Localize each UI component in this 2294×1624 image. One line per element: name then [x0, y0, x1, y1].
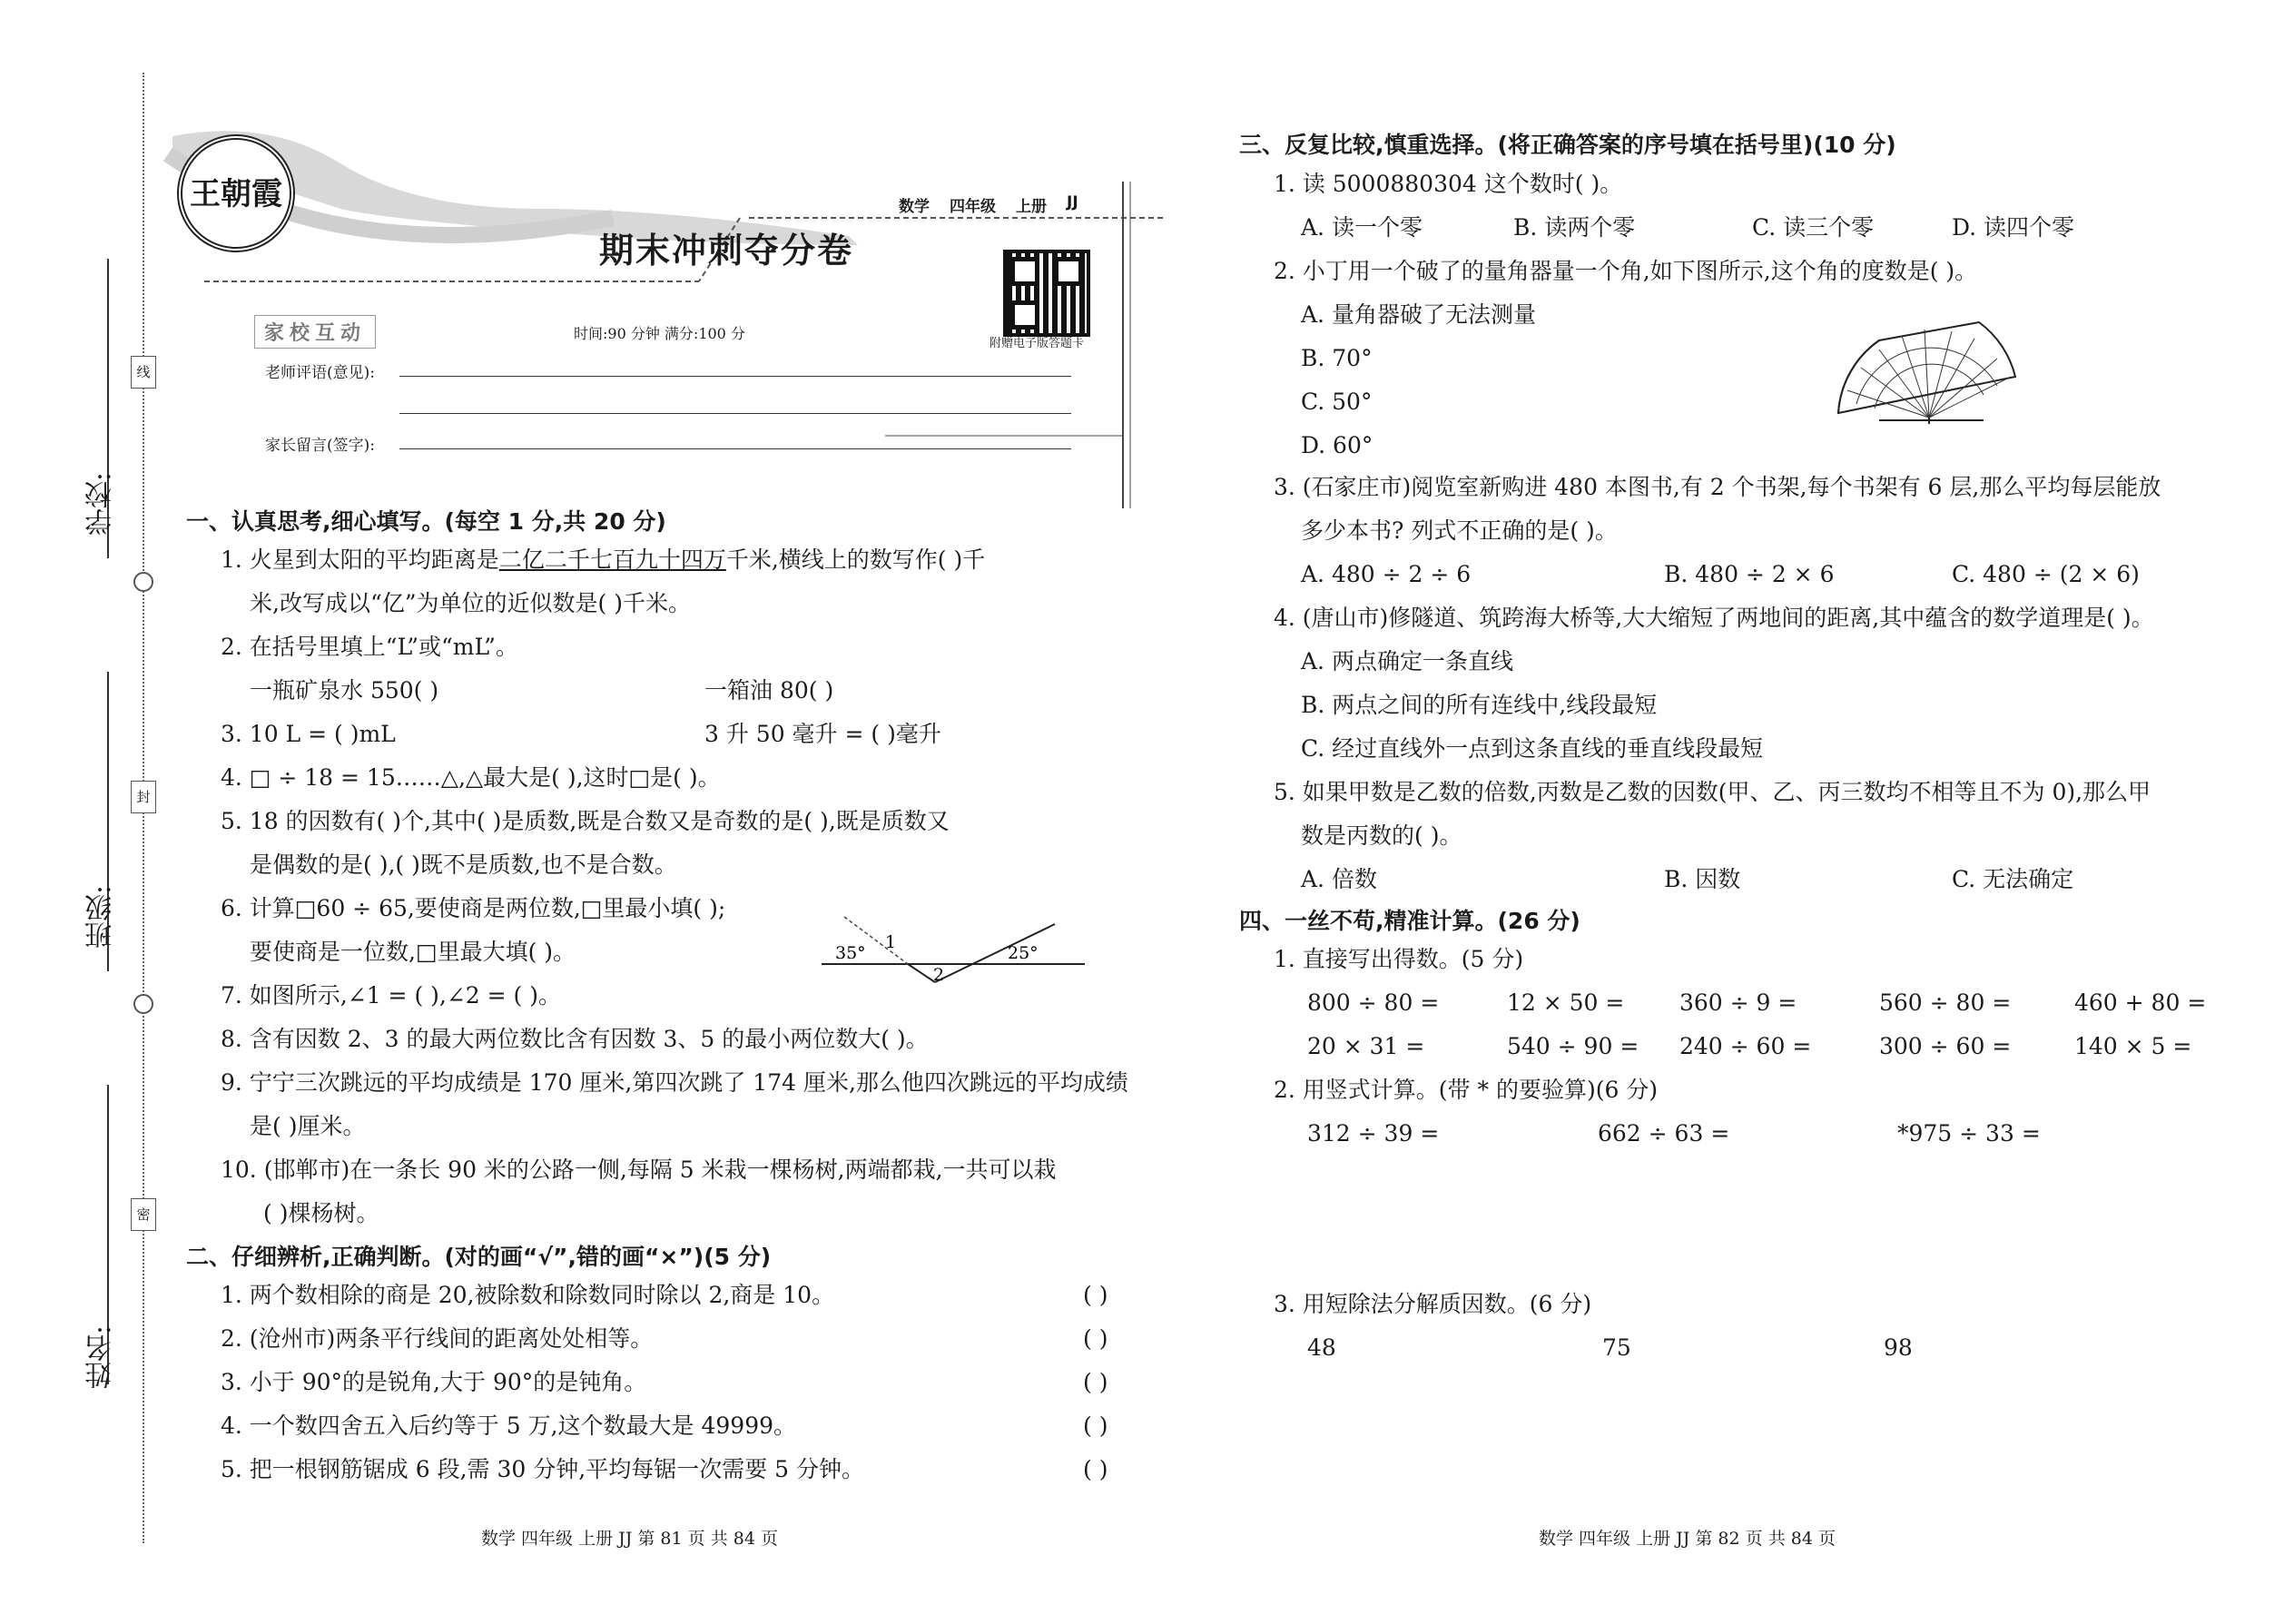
tag-edition: JJ: [1067, 193, 1078, 212]
teacher-comment-line: [399, 413, 1071, 414]
factor-number: 98: [1884, 1334, 1913, 1361]
oral-calc-item: 360 ÷ 9 =: [1679, 989, 1797, 1016]
oral-calc-item: 20 × 31 =: [1307, 1033, 1425, 1059]
judgment-answer-box[interactable]: ( ): [1083, 1325, 1108, 1352]
binding-hole-mark: [133, 994, 153, 1014]
q1-underlined-number: 二亿二千七百九十四万: [498, 546, 726, 573]
choice-q3-line-1: 3. (石家庄市)阅览室新购进 480 本图书,有 2 个书架,每个书架有 6 层,那么平均每层能放: [1274, 474, 2161, 500]
question-9-line-1: 9. 宁宁三次跳远的平均成绩是 170 厘米,第四次跳了 174 厘米,那么他四次跳远的平均成绩: [221, 1069, 1128, 1096]
school-label: 学校:: [85, 472, 117, 536]
question-6-line-2: 要使商是一位数,□里最大填( )。: [250, 939, 576, 965]
binding-mark-mi: 密: [131, 1198, 156, 1231]
choice-q5-line-1: 5. 如果甲数是乙数的倍数,丙数是乙数的因数(甲、乙、丙三数均不相等且不为 0),那么甲: [1274, 779, 2151, 805]
section1-title: 一、认真思考,细心填写。(每空 1 分,共 20 分): [186, 508, 666, 535]
class-label: 班级:: [85, 885, 117, 950]
jiaxiao-badge: 家校互动: [254, 315, 376, 349]
question-6-line-1: 6. 计算□60 ÷ 65,要使商是两位数,□里最小填( );: [221, 895, 726, 921]
judgment-answer-box[interactable]: ( ): [1083, 1369, 1108, 1395]
tag-volume: 上册: [1016, 198, 1047, 216]
judgment-item: 4. 一个数四舍五入后约等于 5 万,这个数最大是 49999。: [221, 1412, 797, 1439]
vertical-calc-item: *975 ÷ 33 =: [1897, 1120, 2041, 1147]
section3-title: 三、反复比较,慎重选择。(将正确答案的序号填在括号里)(10 分): [1239, 132, 1896, 158]
oral-calc-item: 560 ÷ 80 =: [1879, 989, 2012, 1016]
vertical-calc-item: 312 ÷ 39 =: [1307, 1120, 1440, 1147]
choice-q4-option: B. 两点之间的所有连线中,线段最短: [1301, 692, 1658, 718]
oral-calc-item: 460 + 80 =: [2074, 989, 2207, 1016]
question-10-line-1: 10. (邯郸市)在一条长 90 米的公路一侧,每隔 5 米栽一棵杨树,两端都栽,一共可以栽: [221, 1156, 1057, 1183]
question-1-line-1: [221, 545, 985, 576]
choice-q3-option: B. 480 ÷ 2 × 6: [1664, 561, 1835, 587]
choice-q2-option: C. 50°: [1301, 389, 1373, 415]
question-9-line-2: 是( )厘米。: [250, 1113, 366, 1139]
teacher-comment-label: 老师评语(意见):: [265, 364, 375, 382]
choice-q4: 4. (唐山市)修隧道、筑跨海大桥等,大大缩短了两地间的距离,其中蕴含的数学道理是( )。: [1274, 605, 2154, 631]
question-7: 7. 如图所示,∠1 = ( ),∠2 = ( )。: [221, 982, 561, 1009]
fig-label-angle1: 1: [885, 932, 897, 952]
subject-tags: [899, 193, 1078, 216]
brand-logo: [177, 134, 295, 252]
question-5-line-2: 是偶数的是( ),( )既不是质数,也不是合数。: [250, 851, 677, 878]
calc-part-2: 2. 用竖式计算。(带 * 的要验算)(6 分): [1274, 1077, 1659, 1103]
choice-q3-option: A. 480 ÷ 2 ÷ 6: [1301, 561, 1472, 587]
binding-mark-feng: 封: [131, 781, 156, 813]
question-3b: 3 升 50 毫升 = ( )毫升: [704, 721, 941, 747]
choice-q4-option: A. 两点确定一条直线: [1301, 648, 1513, 674]
judgment-answer-box[interactable]: ( ): [1083, 1456, 1108, 1482]
question-5-line-1: 5. 18 的因数有( )个,其中( )是质数,既是合数又是奇数的是( ),既是质数又: [221, 808, 950, 834]
question-10-line-2: ( )棵杨树。: [263, 1200, 379, 1226]
choice-q2-option: A. 量角器破了无法测量: [1301, 301, 1536, 328]
fig-label-angle2: 2: [933, 965, 945, 985]
fig-label-25: 25°: [1008, 943, 1039, 963]
choice-q4-option: C. 经过直线外一点到这条直线的垂直线段最短: [1301, 735, 1764, 762]
choice-q3-line-2: 多少本书? 列式不正确的是( )。: [1301, 517, 1618, 544]
footer-right: 数学 四年级 上册 JJ 第 82 页 共 84 页: [1539, 1529, 1836, 1549]
qr-code: [1003, 250, 1090, 337]
angle-figure: [817, 908, 1089, 989]
footer-left: 数学 四年级 上册 JJ 第 81 页 共 84 页: [481, 1529, 778, 1549]
binding-mark-xian: 线: [131, 356, 156, 389]
judgment-item: 3. 小于 90°的是锐角,大于 90°的是钝角。: [221, 1369, 647, 1395]
teacher-comment-line: [399, 376, 1071, 377]
binding-hole-mark: [133, 572, 153, 592]
question-4: 4. □ ÷ 18 = 15……△,△最大是( ),这时□是( )。: [221, 764, 721, 791]
judgment-item: 2. (沧州市)两条平行线间的距离处处相等。: [221, 1325, 654, 1352]
vertical-calc-item: 662 ÷ 63 =: [1598, 1120, 1730, 1147]
oral-calc-item: 140 × 5 =: [2074, 1033, 2192, 1059]
tag-grade: 四年级: [950, 198, 996, 216]
section2-title: 二、仔细辨析,正确判断。(对的画“√”,错的画“×”)(5 分): [186, 1244, 772, 1270]
choice-q1-option: B. 读两个零: [1513, 214, 1636, 241]
fig-label-35: 35°: [835, 943, 866, 963]
tag-subject: 数学: [899, 198, 930, 216]
question-2b: 一箱油 80( ): [704, 677, 834, 704]
question-8: 8. 含有因数 2、3 的最大两位数比含有因数 3、5 的最小两位数大( )。: [221, 1026, 929, 1052]
oral-calc-item: 240 ÷ 60 =: [1679, 1033, 1812, 1059]
choice-q3-option: C. 480 ÷ (2 × 6): [1952, 561, 2140, 587]
oral-calc-item: 300 ÷ 60 =: [1879, 1033, 2012, 1059]
choice-q2-option: D. 60°: [1301, 432, 1373, 458]
factor-number: 48: [1307, 1334, 1336, 1361]
oral-calc-item: 800 ÷ 80 =: [1307, 989, 1440, 1016]
parent-comment-line: [399, 448, 1071, 449]
q1-text-cont: 千米,横线上的数写作( )千: [725, 546, 986, 573]
choice-q5-option: A. 倍数: [1301, 866, 1377, 892]
section4-title: 四、一丝不苟,精准计算。(26 分): [1239, 908, 1580, 934]
time-info: 时间:90 分钟 满分:100 分: [574, 325, 745, 342]
page-title: 期末冲刺夺分卷: [599, 230, 854, 271]
parent-comment-label: 家长留言(签字):: [265, 437, 375, 455]
logo-text: 王朝霞: [190, 176, 282, 212]
choice-q1-option: D. 读四个零: [1952, 214, 2075, 241]
oral-calc-item: 540 ÷ 90 =: [1507, 1033, 1639, 1059]
choice-q1-option: C. 读三个零: [1752, 214, 1875, 241]
question-3a: 3. 10 L = ( )mL: [221, 721, 396, 747]
calc-part-3: 3. 用短除法分解质因数。(6 分): [1274, 1291, 1592, 1317]
choice-q1: 1. 读 5000880304 这个数时( )。: [1274, 171, 1623, 197]
question-2a: 一瓶矿泉水 550( ): [250, 677, 439, 704]
judgment-item: 5. 把一根钢筋锯成 6 段,需 30 分钟,平均每锯一次需要 5 分钟。: [221, 1456, 864, 1482]
judgment-item: 1. 两个数相除的商是 20,被除数和除数同时除以 2,商是 10。: [221, 1282, 835, 1308]
judgment-answer-box[interactable]: ( ): [1083, 1412, 1108, 1439]
question-1-line-2: 米,改写成以“亿”为单位的近似数是( )千米。: [250, 590, 691, 616]
choice-q5-option: C. 无法确定: [1952, 866, 2074, 892]
judgment-answer-box[interactable]: ( ): [1083, 1282, 1108, 1308]
choice-q2-option: B. 70°: [1301, 345, 1373, 371]
factor-number: 75: [1602, 1334, 1631, 1361]
name-label: 姓名:: [85, 1325, 117, 1390]
choice-q2: 2. 小丁用一个破了的量角器量一个角,如下图所示,这个角的度数是( )。: [1274, 258, 1978, 284]
question-2: 2. 在括号里填上“L”或“mL”。: [221, 634, 518, 660]
oral-calc-item: 12 × 50 =: [1507, 989, 1625, 1016]
choice-q5-option: B. 因数: [1664, 866, 1741, 892]
q1-text: 1. 火星到太阳的平均距离是: [221, 546, 499, 573]
qr-caption: 附赠电子版答题卡: [989, 337, 1085, 350]
calc-part-1: 1. 直接写出得数。(5 分): [1274, 946, 1524, 972]
choice-q1-option: A. 读一个零: [1301, 214, 1423, 241]
broken-protractor-figure: [1825, 313, 2024, 431]
choice-q5-line-2: 数是丙数的( )。: [1301, 822, 1462, 849]
